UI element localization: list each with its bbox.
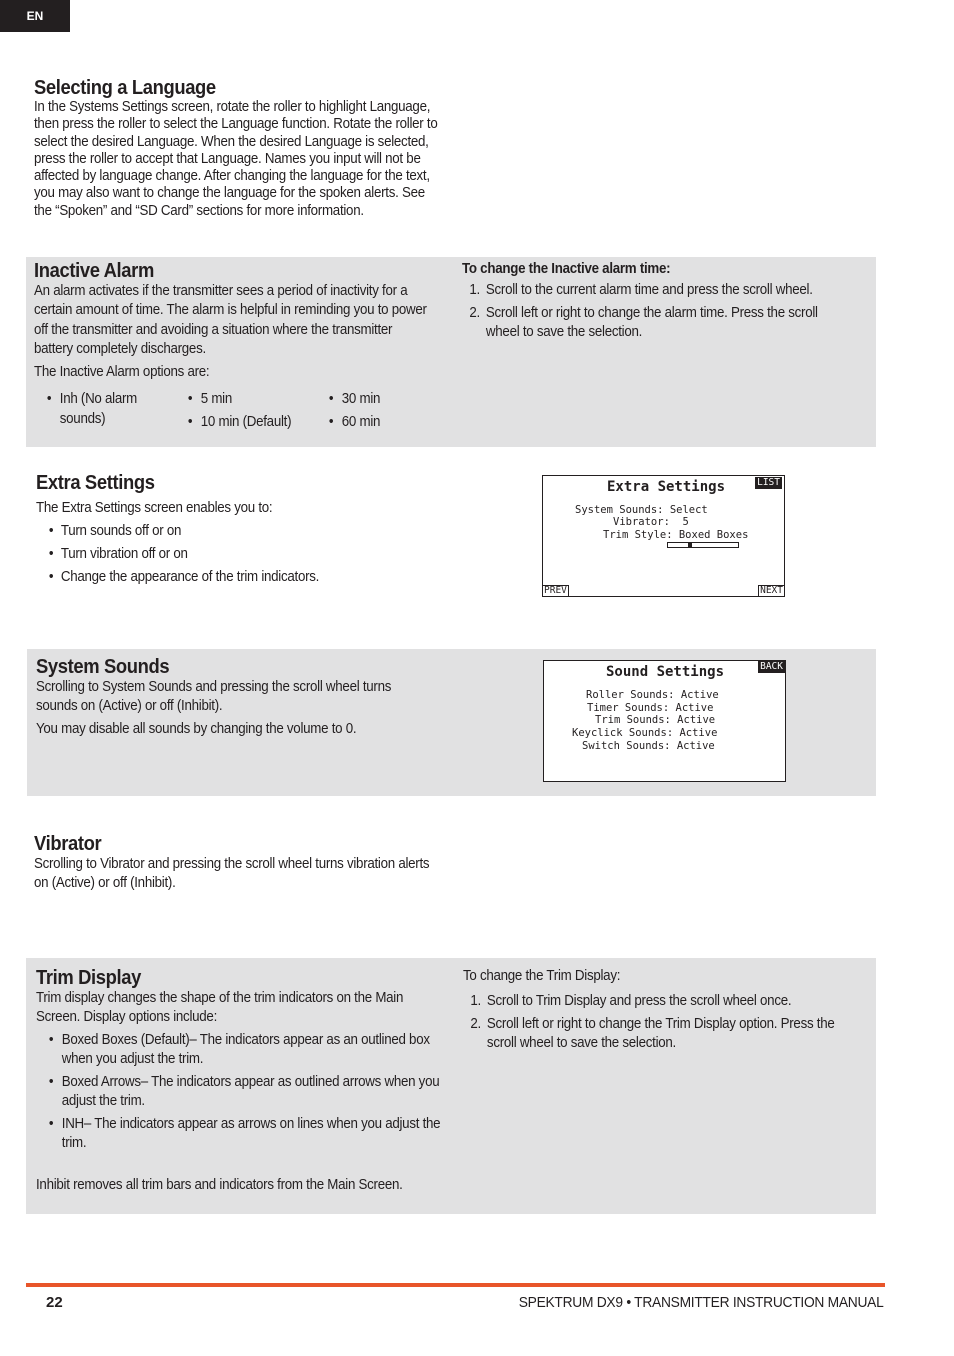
trim-display-heading: Trim Display (36, 967, 142, 989)
inactive-alarm-heading: Inactive Alarm (34, 260, 154, 282)
extra-settings-item: • Change the appearance of the trim indicators. (36, 568, 439, 588)
inactive-change-instructions (462, 260, 862, 343)
inactive-option-list (316, 390, 386, 432)
footer-rule (26, 1283, 885, 1287)
language-heading: Selecting a Language (34, 77, 216, 99)
language-section (34, 77, 474, 220)
trim-option: • Boxed Boxes (Default)– The indicators appear as an outlined box when you adjust the trim. (36, 1031, 448, 1070)
sound-settings-screen (543, 660, 786, 782)
vibrator-heading: Vibrator (34, 833, 102, 855)
vibrator-section (34, 833, 464, 894)
system-sounds-body: Scrolling to System Sounds and pressing the scroll wheel turns sounds on (Active) or off (Inhibit). (36, 679, 392, 715)
trim-change-instructions (463, 967, 883, 1054)
extra-settings-screen (542, 475, 785, 597)
language-tab: EN (0, 0, 70, 32)
system-sounds-section (36, 656, 474, 739)
extra-screen-row: Trim Style: Boxed Boxes (603, 529, 749, 541)
trim-option: • INH– The indicators appear as arrows on lines when you adjust the trim. (36, 1115, 448, 1154)
back-button: BACK (760, 661, 783, 672)
list-button: LIST (757, 477, 780, 488)
manual-title: SPEKTRUM DX9 • TRANSMITTER INSTRUCTION MANUAL (519, 1294, 884, 1311)
inactive-step: 1. Scroll to the current alarm time and press the scroll wheel. (469, 282, 813, 298)
trim-inhibit-note: Inhibit removes all trim bars and indicators from the Main Screen. (36, 1176, 403, 1193)
sound-screen-row: Trim Sounds: Active (595, 714, 716, 726)
extra-screen-row: System Sounds: Select (575, 504, 708, 516)
sound-screen-row: Keyclick Sounds: Active (572, 727, 718, 739)
trim-indicator-box (688, 542, 692, 547)
inactive-option: • 10 min (Default) (175, 413, 291, 433)
system-sounds-heading: System Sounds (36, 656, 170, 678)
system-sounds-volume-note: You may disable all sounds by changing the volume to 0. (36, 720, 357, 737)
extra-settings-heading: Extra Settings (36, 472, 155, 494)
trim-display-section (36, 967, 496, 1194)
inactive-option: • 30 min (316, 390, 380, 410)
inactive-change-heading: To change the Inactive alarm time: (462, 261, 671, 277)
inactive-step: 2. Scroll left or right to change the alarm time. Press the scroll wheel to save the selection. (469, 304, 818, 340)
sound-screen-title: Sound Settings (606, 664, 725, 680)
extra-settings-item: • Turn vibration off or on (36, 545, 439, 565)
sound-screen-row: Roller Sounds: Active (586, 689, 719, 701)
page-number: 22 (46, 1294, 63, 1311)
trim-step: 2. Scroll left or right to change the Trim Display option. Press the scroll wheel to save the selection. (470, 1015, 835, 1051)
extra-settings-item: • Turn sounds off or on (36, 522, 439, 542)
language-body: In the Systems Settings screen, rotate the roller to highlight Language, then press the roller to select the Language function. Rotate the roller to select the desired Language. When the desired Language is selected, press the roller to accept that Language. Names you input will not be affected by language change. After changing the language for the text, you may also want to change the language for the spoken alerts. See the “Spoken” and “SD Card” sections for more information. (34, 99, 438, 219)
extra-settings-intro: The Extra Settings screen enables you to: (36, 500, 273, 516)
inactive-option: • 60 min (316, 413, 380, 433)
inactive-option: • 5 min (175, 390, 291, 410)
next-button: NEXT (760, 585, 783, 596)
extra-screen-title: Extra Settings (607, 479, 726, 495)
trim-change-heading: To change the Trim Display: (463, 968, 621, 984)
sound-screen-row: Timer Sounds: Active (587, 702, 714, 714)
trim-display-body: Trim display changes the shape of the trim indicators on the Main Screen. Display options include: (36, 990, 404, 1026)
inactive-alarm-section (34, 260, 472, 381)
extra-screen-row: Vibrator: 5 (613, 516, 689, 528)
trim-option: • Boxed Arrows– The indicators appear as outlined arrows when you adjust the trim. (36, 1073, 448, 1112)
trim-step: 1. Scroll to Trim Display and press the scroll wheel once. (470, 993, 792, 1009)
inactive-option-list (175, 390, 301, 432)
trim-indicator-bar (667, 542, 739, 548)
inactive-alarm-body: An alarm activates if the transmitter sees a period of inactivity for a certain amount of time. The alarm is helpful in reminding you to power off the transmitter and avoiding a situation where the transmitter battery completely discharges. (34, 283, 427, 357)
inactive-option-list (34, 390, 184, 429)
inactive-option: • Inh (No alarm sounds) (34, 390, 161, 429)
sound-screen-row: Switch Sounds: Active (582, 740, 715, 752)
prev-button: PREV (544, 585, 567, 596)
inactive-options-label: The Inactive Alarm options are: (34, 364, 210, 381)
extra-settings-section (36, 472, 474, 588)
vibrator-body: Scrolling to Vibrator and pressing the scroll wheel turns vibration alerts on (Active) or off (Inhibit). (34, 856, 430, 892)
